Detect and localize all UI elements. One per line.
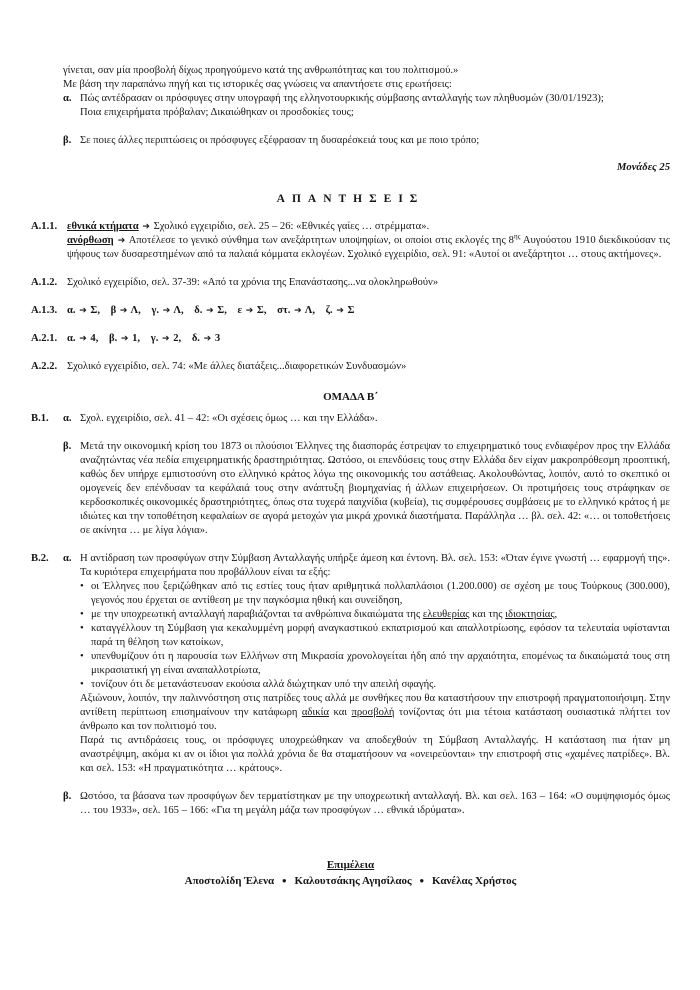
underlined-word: ελευθερίας xyxy=(422,609,470,620)
answer-b1 xyxy=(31,412,670,538)
question-b-text: Σε ποιες άλλες περιπτώσεις οι πρόσφυγες εξέφρασαν τη δυσαρέσκειά τους και με ποιο τρόπο; xyxy=(80,135,480,146)
arrow-icon: ➔ xyxy=(203,334,212,344)
answer-a11-entry2 xyxy=(67,234,670,262)
quote-closing-line: γίνεται, σαν μία προσβολή δίχως προηγούμενο κατά της ανθρωπότητας και του πολιτισμού.» xyxy=(63,65,459,76)
match-pair xyxy=(326,305,355,316)
arrow-icon: ➔ xyxy=(119,306,128,316)
argument-item xyxy=(80,650,670,678)
defined-term: ανόρθωση xyxy=(67,235,114,246)
answer-b2 xyxy=(31,552,670,818)
match-pair xyxy=(277,305,315,316)
match-pair xyxy=(67,333,98,344)
pair-key: ζ. xyxy=(325,305,333,316)
argument-item xyxy=(80,580,670,608)
question-b xyxy=(63,134,670,148)
argument-fragment: , xyxy=(554,609,558,620)
question-a-line1: Πώς αντέδρασαν οι πρόσφυγες στην υπογραφή της ελληνοτουρκικής σύμβασης ανταλλαγής των πληθυσμών (30/01/1923); xyxy=(80,93,604,104)
pair-value: 3 xyxy=(214,333,221,344)
argument-item xyxy=(80,678,670,692)
dot-separator-icon: ● xyxy=(419,876,425,885)
bullet-icon: • xyxy=(80,609,84,620)
arrow-icon: ➔ xyxy=(336,306,344,316)
answer-b2a-paragraph3: Παρά τις αντιδράσεις τους, οι πρόσφυγες υποχρεώθηκαν να αποδεχθούν τη Σύμβαση Ανταλλαγής. Η κατάσταση πια ήταν μη αναστρέψιμη, ακόμα κι αν οι ίδιοι για πολλά χρόνια δε θα σταματήσουν να «ονειρεύονται» την επιστροφή στις «χαμένες πατρίδες». Βλ. και σελ. 153: «Η πραγματικότητα … κράτους». xyxy=(80,735,670,774)
argument-text: καταγγέλλουν τη Σύμβαση για κεκαλυμμένη μορφή αναγκαστικού εκπατρισμού και απαλλοτρίωσης, εφόσον τα τελευταία υφίστανται παρά τη θέληση των κατοίκων, xyxy=(91,623,670,648)
pair-key: ε xyxy=(237,305,243,316)
answer-b1b-label: β. xyxy=(63,441,72,452)
pair-value: 4 xyxy=(90,333,96,344)
answer-b1a xyxy=(63,412,670,426)
answer-b2a-label: α. xyxy=(63,553,72,564)
definition-text: Αποτέλεσε το γενικό σύνθημα των ανεξάρτητων υποψηφίων, οι οποίοι στις εκλογές της 8 xyxy=(128,235,514,246)
match-pair xyxy=(151,333,181,344)
points-label: Μονάδες 25 xyxy=(616,162,670,173)
instruction-line: Με βάση την παραπάνω πηγή και τις ιστορικές σας γνώσεις να απαντήσετε στις ερωτήσεις: xyxy=(63,79,452,90)
pair-value: Λ xyxy=(130,305,139,316)
pair-key: στ. xyxy=(277,305,291,316)
match-pair xyxy=(109,333,140,344)
match-pair xyxy=(151,305,183,316)
match-pair xyxy=(111,305,141,316)
answer-a22-label: Α.2.2. xyxy=(31,361,58,372)
answers-heading: ΑΠΑΝΤΗΣΕΙΣ xyxy=(276,193,425,205)
arrow-icon: ➔ xyxy=(142,222,150,232)
arrow-icon: ➔ xyxy=(79,334,87,344)
question-a xyxy=(63,92,670,120)
arrow-icon: ➔ xyxy=(162,334,170,344)
underlined-word: προσβολή xyxy=(351,707,395,718)
answer-a11-entry1 xyxy=(67,220,670,234)
answer-b2b xyxy=(63,790,670,818)
arrow-icon: ➔ xyxy=(117,236,126,246)
answer-a12-text: Σχολικό εγχειρίδιο, σελ. 37-39: «Από τα χρόνια της Επανάστασης...να ολοκληρωθούν» xyxy=(67,277,439,288)
answer-a12-label: Α.1.2. xyxy=(31,277,58,288)
answer-b1a-text: Σχολ. εγχειρίδιο, σελ. 41 – 42: «Οι σχέσεις όμως … και την Ελλάδα». xyxy=(80,413,378,424)
definition-text-cont: Αυγούστου 1910 διεκδικούσαν τις ψήφους των δυσαρεστημένων από τα παλαιά κόμματα εκλογέων. Σχολικό εγχειρίδιο, σελ. 91: «Αυτοί οι ανεξάρτητοι … στους ακτήμονες». xyxy=(67,235,670,260)
match-pair xyxy=(238,305,267,316)
ordinal-superscript: ης xyxy=(513,232,521,241)
answer-b1b-text: Μετά την οικονομική κρίση του 1873 οι πλούσιοι Έλληνες της διασποράς έστρεψαν το επιχειρηματικό τους ενδιαφέρον προς την Ελλάδα αναζητώντας νέα πεδία επιχειρηματικής δραστηριότητας. Ωστόσο, οι επενδύσεις τους στην Ελλάδα δεν είχαν μακροπρόθεσμη προοπτική, καθώς δεν υπήρχε εμπιστοσύνη στο ελληνικό κράτος λόγω της οικονομικής του αστάθειας. Ακολουθώντας, λοιπόν, αυτό το σκεπτικό οι ομογενείς δεν επένδυσαν τα κεφάλαιά τους στην ανάπτυξη βιομηχανίας ή άλλων επιχειρήσεων. Οι προτιμήσεις τους στράφηκαν σε κερδοσκοπικές οικονομικές δραστηριότητες, όπως στα τυχερά παιχνίδια (κυβεία), τις συμφέρουσες συμβάσεις με το ελληνικό κράτος ή με ιδιώτες και την τοποθέτηση κεφαλαίων σε αγορά μετοχών για μικρά χρονικά διαστήματα. Παράλληλα … βλ. σελ. 42: «… οι τοποθετήσεις σε ακίνητα … με λίγα λόγια». xyxy=(80,441,670,536)
answer-a13-pairs xyxy=(67,304,670,318)
match-pair xyxy=(192,333,220,344)
argument-fragment: με την υποχρεωτική ανταλλαγή παραβιάζονται τα ανθρώπινα δικαιώματα της xyxy=(91,609,421,620)
argument-item xyxy=(80,608,670,622)
paragraph-fragment: και xyxy=(333,707,348,718)
answer-b2b-label: β. xyxy=(63,791,72,802)
answer-b2a-intro: Η αντίδραση των προσφύγων στην Σύμβαση Ανταλλαγής υπήρξε άμεση και έντονη. Βλ. σελ. 153: «Όταν έγινε γνωστή … εφαρμογή της». Τα κυριότερα επιχειρήματα που προβάλλουν είναι τα εξής: xyxy=(80,553,670,578)
credits-title: Επιμέλεια xyxy=(326,859,375,871)
answer-b2-label: Β.2. xyxy=(31,553,49,564)
underlined-word: ιδιοκτησίας xyxy=(505,609,555,620)
argument-item xyxy=(80,622,670,650)
pair-value: Σ xyxy=(217,305,225,316)
pair-value: Λ xyxy=(304,305,313,316)
answer-a21-label: Α.2.1. xyxy=(31,333,58,344)
bullet-icon: • xyxy=(80,581,84,592)
pair-key: γ. xyxy=(151,305,160,316)
defined-term: εθνικά κτήματα xyxy=(67,221,139,232)
answer-b2a-paragraph2 xyxy=(80,692,670,734)
match-pair xyxy=(194,305,227,316)
argument-text: οι Έλληνες που ξεριζώθηκαν από τις εστίες τους ήταν αριθμητικά πολλαπλάσιοι (1.200.000) σε σχέση με τους Τούρκους (300.000), γεγονός που έρχεται σε αντίθεση με την παγκόσμια ηθική και συνείδηση, xyxy=(91,581,670,606)
match-pair xyxy=(67,305,100,316)
dot-separator-icon: ● xyxy=(281,876,287,885)
editor-name: Καλουτσάκης Αγησίλαος xyxy=(294,875,412,887)
pair-value: Σ xyxy=(256,305,264,316)
paragraph-fragment: Αξιώνουν, λοιπόν, την παλιννόστηση στις πατρίδες τους αλλά με συνθήκες που θα καταστήσουν την επιστροφή πραγματοποιήσιμη. Στην αντίθετη περίπτωση επισημαίνουν την κατάφωρη xyxy=(80,693,670,718)
arrow-icon: ➔ xyxy=(245,306,254,316)
answer-b1-label: Β.1. xyxy=(31,413,49,424)
argument-fragment: και της xyxy=(472,609,503,620)
pair-key: β. xyxy=(109,333,118,344)
answer-b1b xyxy=(63,440,670,538)
answer-a21-pairs xyxy=(67,332,670,346)
answer-a11 xyxy=(31,220,670,262)
argument-text xyxy=(91,608,670,622)
pair-value: 1 xyxy=(132,333,138,344)
question-a-label: α. xyxy=(63,93,72,104)
pair-value: 2 xyxy=(173,333,179,344)
bullet-icon: • xyxy=(80,623,84,634)
answer-a11-label: Α.1.1. xyxy=(31,221,58,232)
answer-a13-label: Α.1.3. xyxy=(31,305,58,316)
answer-a22-text: Σχολικό εγχειρίδιο, σελ. 74: «Με άλλες διατάξεις...διαφορετικών Συνδυασμών» xyxy=(67,361,407,372)
answer-b2b-text: Ωστόσο, τα βάσανα των προσφύγων δεν τερματίστηκαν με την υποχρεωτική ανταλλαγή. Βλ. και σελ. 163 – 164: «Ο συμψηφισμός όμως … του 1933», σελ. 165 – 166: «Για τη μεγάλη μάζα των προσφύγων … εθνικά ιδρύματα». xyxy=(80,791,670,816)
answer-a13 xyxy=(31,304,670,318)
credits-names xyxy=(31,874,670,888)
source-question-block xyxy=(63,64,670,175)
editor-name: Κανέλας Χρήστος xyxy=(432,875,517,887)
arrow-icon: ➔ xyxy=(120,334,129,344)
pair-key: α. xyxy=(67,305,76,316)
answer-b2a xyxy=(63,552,670,776)
question-b-label: β. xyxy=(63,135,72,146)
pair-key: α. xyxy=(67,333,76,344)
answer-a21 xyxy=(31,332,670,346)
arrow-icon: ➔ xyxy=(79,306,87,316)
editor-name: Αποστολίδη Έλενα xyxy=(184,875,275,887)
argument-text: τονίζουν ότι δε μετανάστευσαν εκούσια αλλά διώχτηκαν υπό την απειλή σφαγής. xyxy=(91,679,437,690)
pair-key: δ. xyxy=(191,333,200,344)
pair-value: Λ xyxy=(173,305,181,316)
answer-b1a-label: α. xyxy=(63,413,72,424)
pair-key: β xyxy=(110,305,117,316)
pair-value: Σ xyxy=(347,305,355,316)
pair-key: γ. xyxy=(150,333,159,344)
paragraph-fragment: τονίζοντας ότι μια τέτοια κατάσταση ουσιαστικά πλήττει τον άνθρωπο και τον πολιτισμό του. xyxy=(80,707,671,732)
arrow-icon: ➔ xyxy=(294,306,302,316)
credits-block xyxy=(31,858,670,888)
underlined-word: αδικία xyxy=(301,707,330,718)
arrow-icon: ➔ xyxy=(162,306,171,316)
definition-text: Σχολικό εγχειρίδιο, σελ. 25 – 26: «Εθνικές γαίες … στρέμματα». xyxy=(153,221,430,232)
bullet-icon: • xyxy=(80,651,84,662)
bullet-icon: • xyxy=(80,679,84,690)
argument-text: υπενθυμίζουν ότι η παρουσία των Ελλήνων στη Μικρασία χρονολογείται ήδη από την αρχαιότητα, επομένως τα δικαιώματά τους στη μικρασιατική γη είναι αναπαλλοτρίωτα, xyxy=(91,651,670,676)
question-a-line2: Ποια επιχειρήματα πρόβαλαν; Δικαιώθηκαν οι προσδοκίες τους; xyxy=(80,107,354,118)
pair-value: Σ xyxy=(90,305,98,316)
answer-a12 xyxy=(31,276,670,290)
pair-key: δ. xyxy=(194,305,203,316)
answer-a22 xyxy=(31,360,670,374)
group-b-heading: ΟΜΑΔΑ Β΄ xyxy=(323,391,378,403)
arrow-icon: ➔ xyxy=(206,306,214,316)
